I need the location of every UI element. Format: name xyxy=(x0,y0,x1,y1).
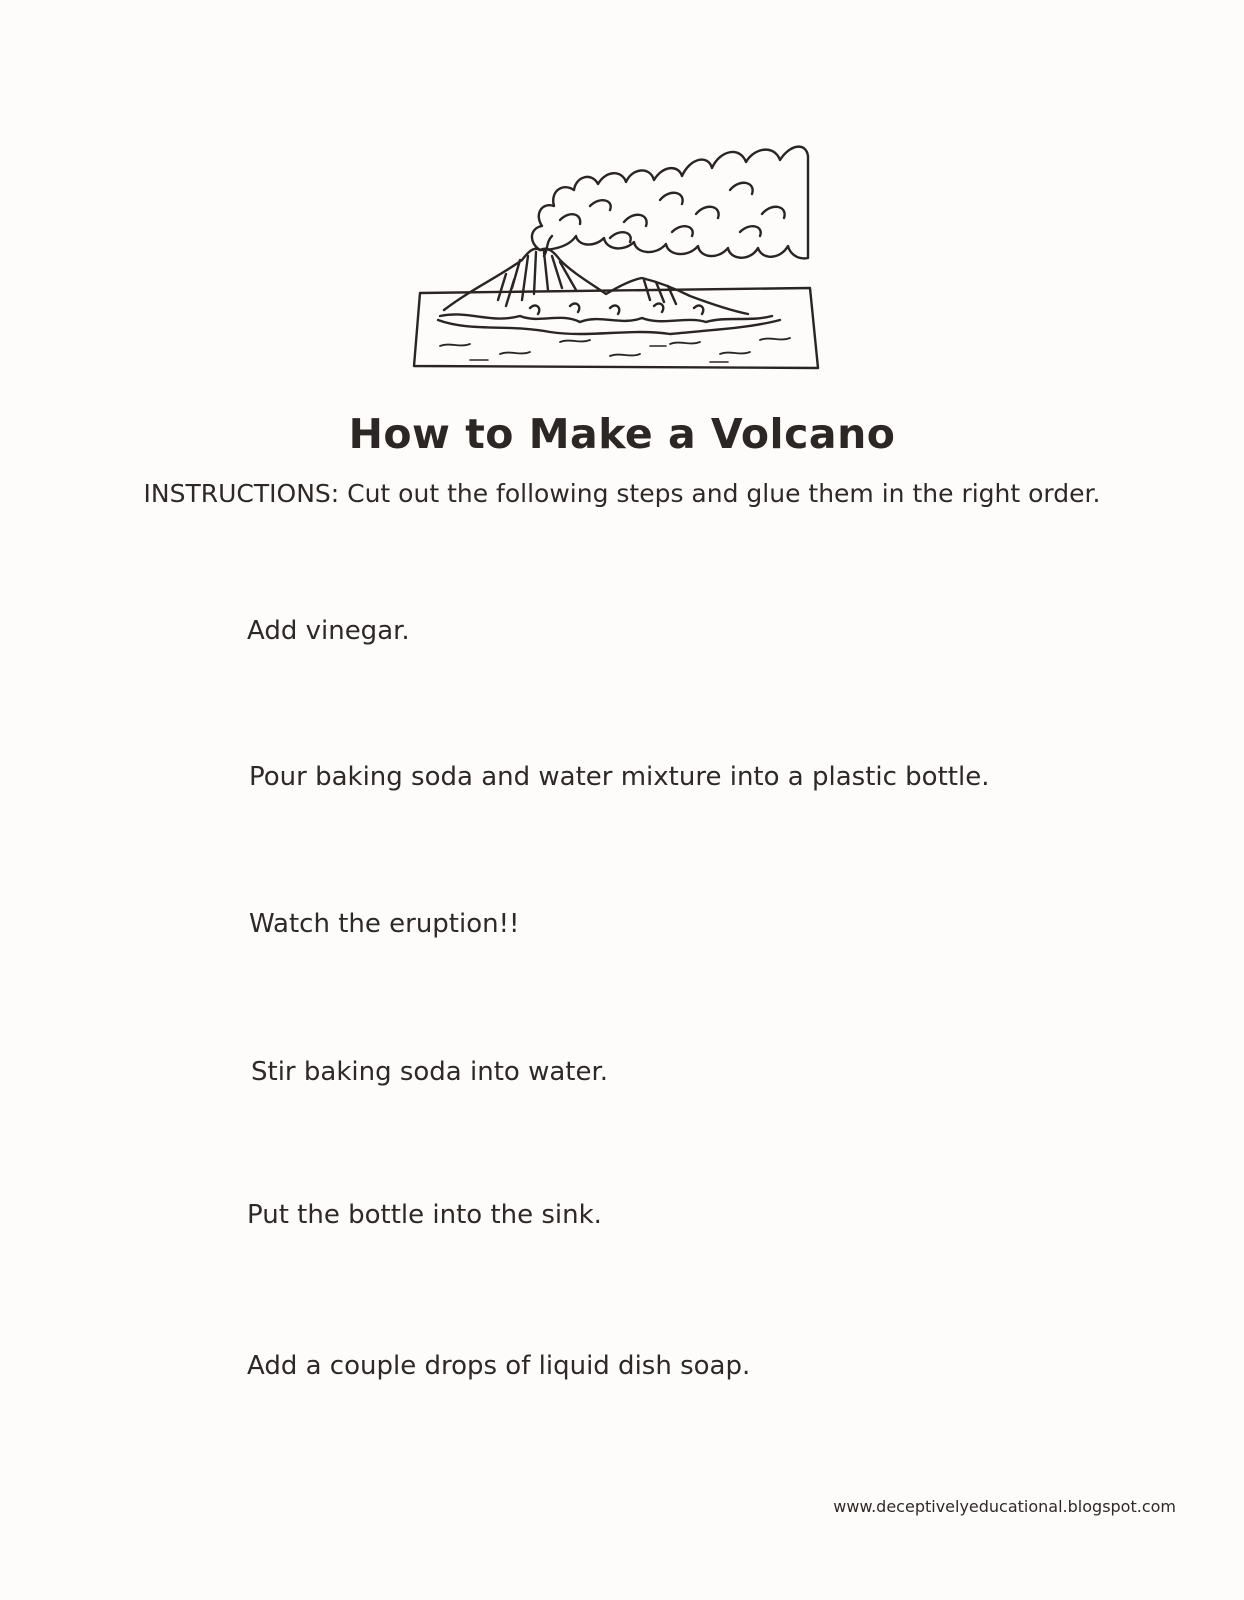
page-title: How to Make a Volcano xyxy=(348,410,896,458)
volcano-mountain xyxy=(444,249,748,314)
step-2: Pour baking soda and water mixture into a plastic bottle. xyxy=(249,762,990,792)
step-3: Watch the eruption!! xyxy=(249,909,520,939)
step-1: Add vinegar. xyxy=(247,616,410,646)
footer-url: www.deceptivelyeducational.blogspot.com xyxy=(833,1497,1176,1516)
instructions-text: INSTRUCTIONS: Cut out the following steps and glue them in the right order. xyxy=(143,479,1101,508)
step-6: Add a couple drops of liquid dish soap. xyxy=(247,1351,751,1381)
step-4: Stir baking soda into water. xyxy=(251,1057,609,1087)
step-5: Put the bottle into the sink. xyxy=(247,1200,602,1230)
water-frame xyxy=(414,288,818,368)
smoke-cloud xyxy=(532,147,808,259)
volcano-illustration xyxy=(410,110,840,385)
